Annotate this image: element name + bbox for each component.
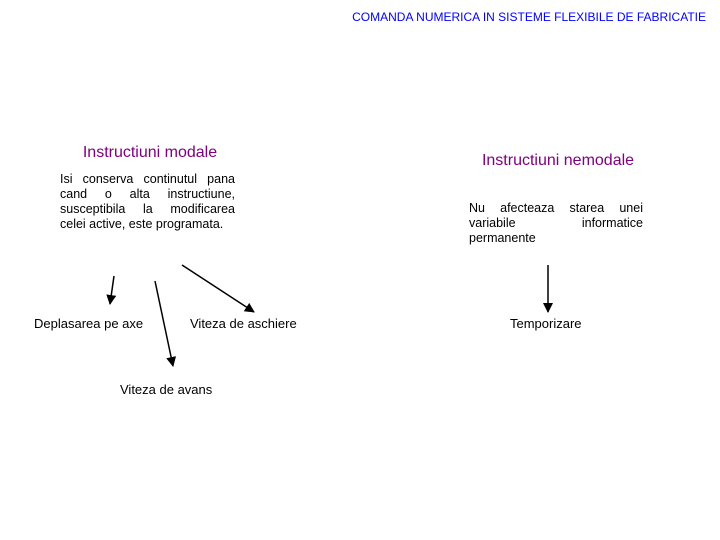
arrow-to-viteza-de-avans bbox=[155, 281, 173, 366]
node-viteza-de-avans: Viteza de avans bbox=[120, 382, 213, 397]
node-viteza-de-aschiere: Viteza de aschiere bbox=[190, 316, 297, 331]
arrow-to-deplasarea-pe-axe bbox=[110, 276, 114, 304]
arrow-to-viteza-de-aschiere bbox=[182, 265, 254, 312]
diagram-title: COMANDA NUMERICA IN SISTEME FLEXIBILE DE FABRICATIE bbox=[352, 10, 706, 24]
modal-description: Isi conserva continutul pana cand o alta instructiune, susceptibila la modificarea celei active, este programata. bbox=[60, 172, 235, 231]
modal-heading: Instructiuni modale bbox=[82, 144, 218, 161]
nemodal-heading: Instructiuni nemodale bbox=[481, 152, 635, 169]
nemodal-description: Nu afecteaza starea unei variabile informatice permanente bbox=[469, 201, 643, 245]
node-deplasarea-pe-axe: Deplasarea pe axe bbox=[34, 316, 144, 331]
node-temporizare: Temporizare bbox=[510, 316, 582, 331]
